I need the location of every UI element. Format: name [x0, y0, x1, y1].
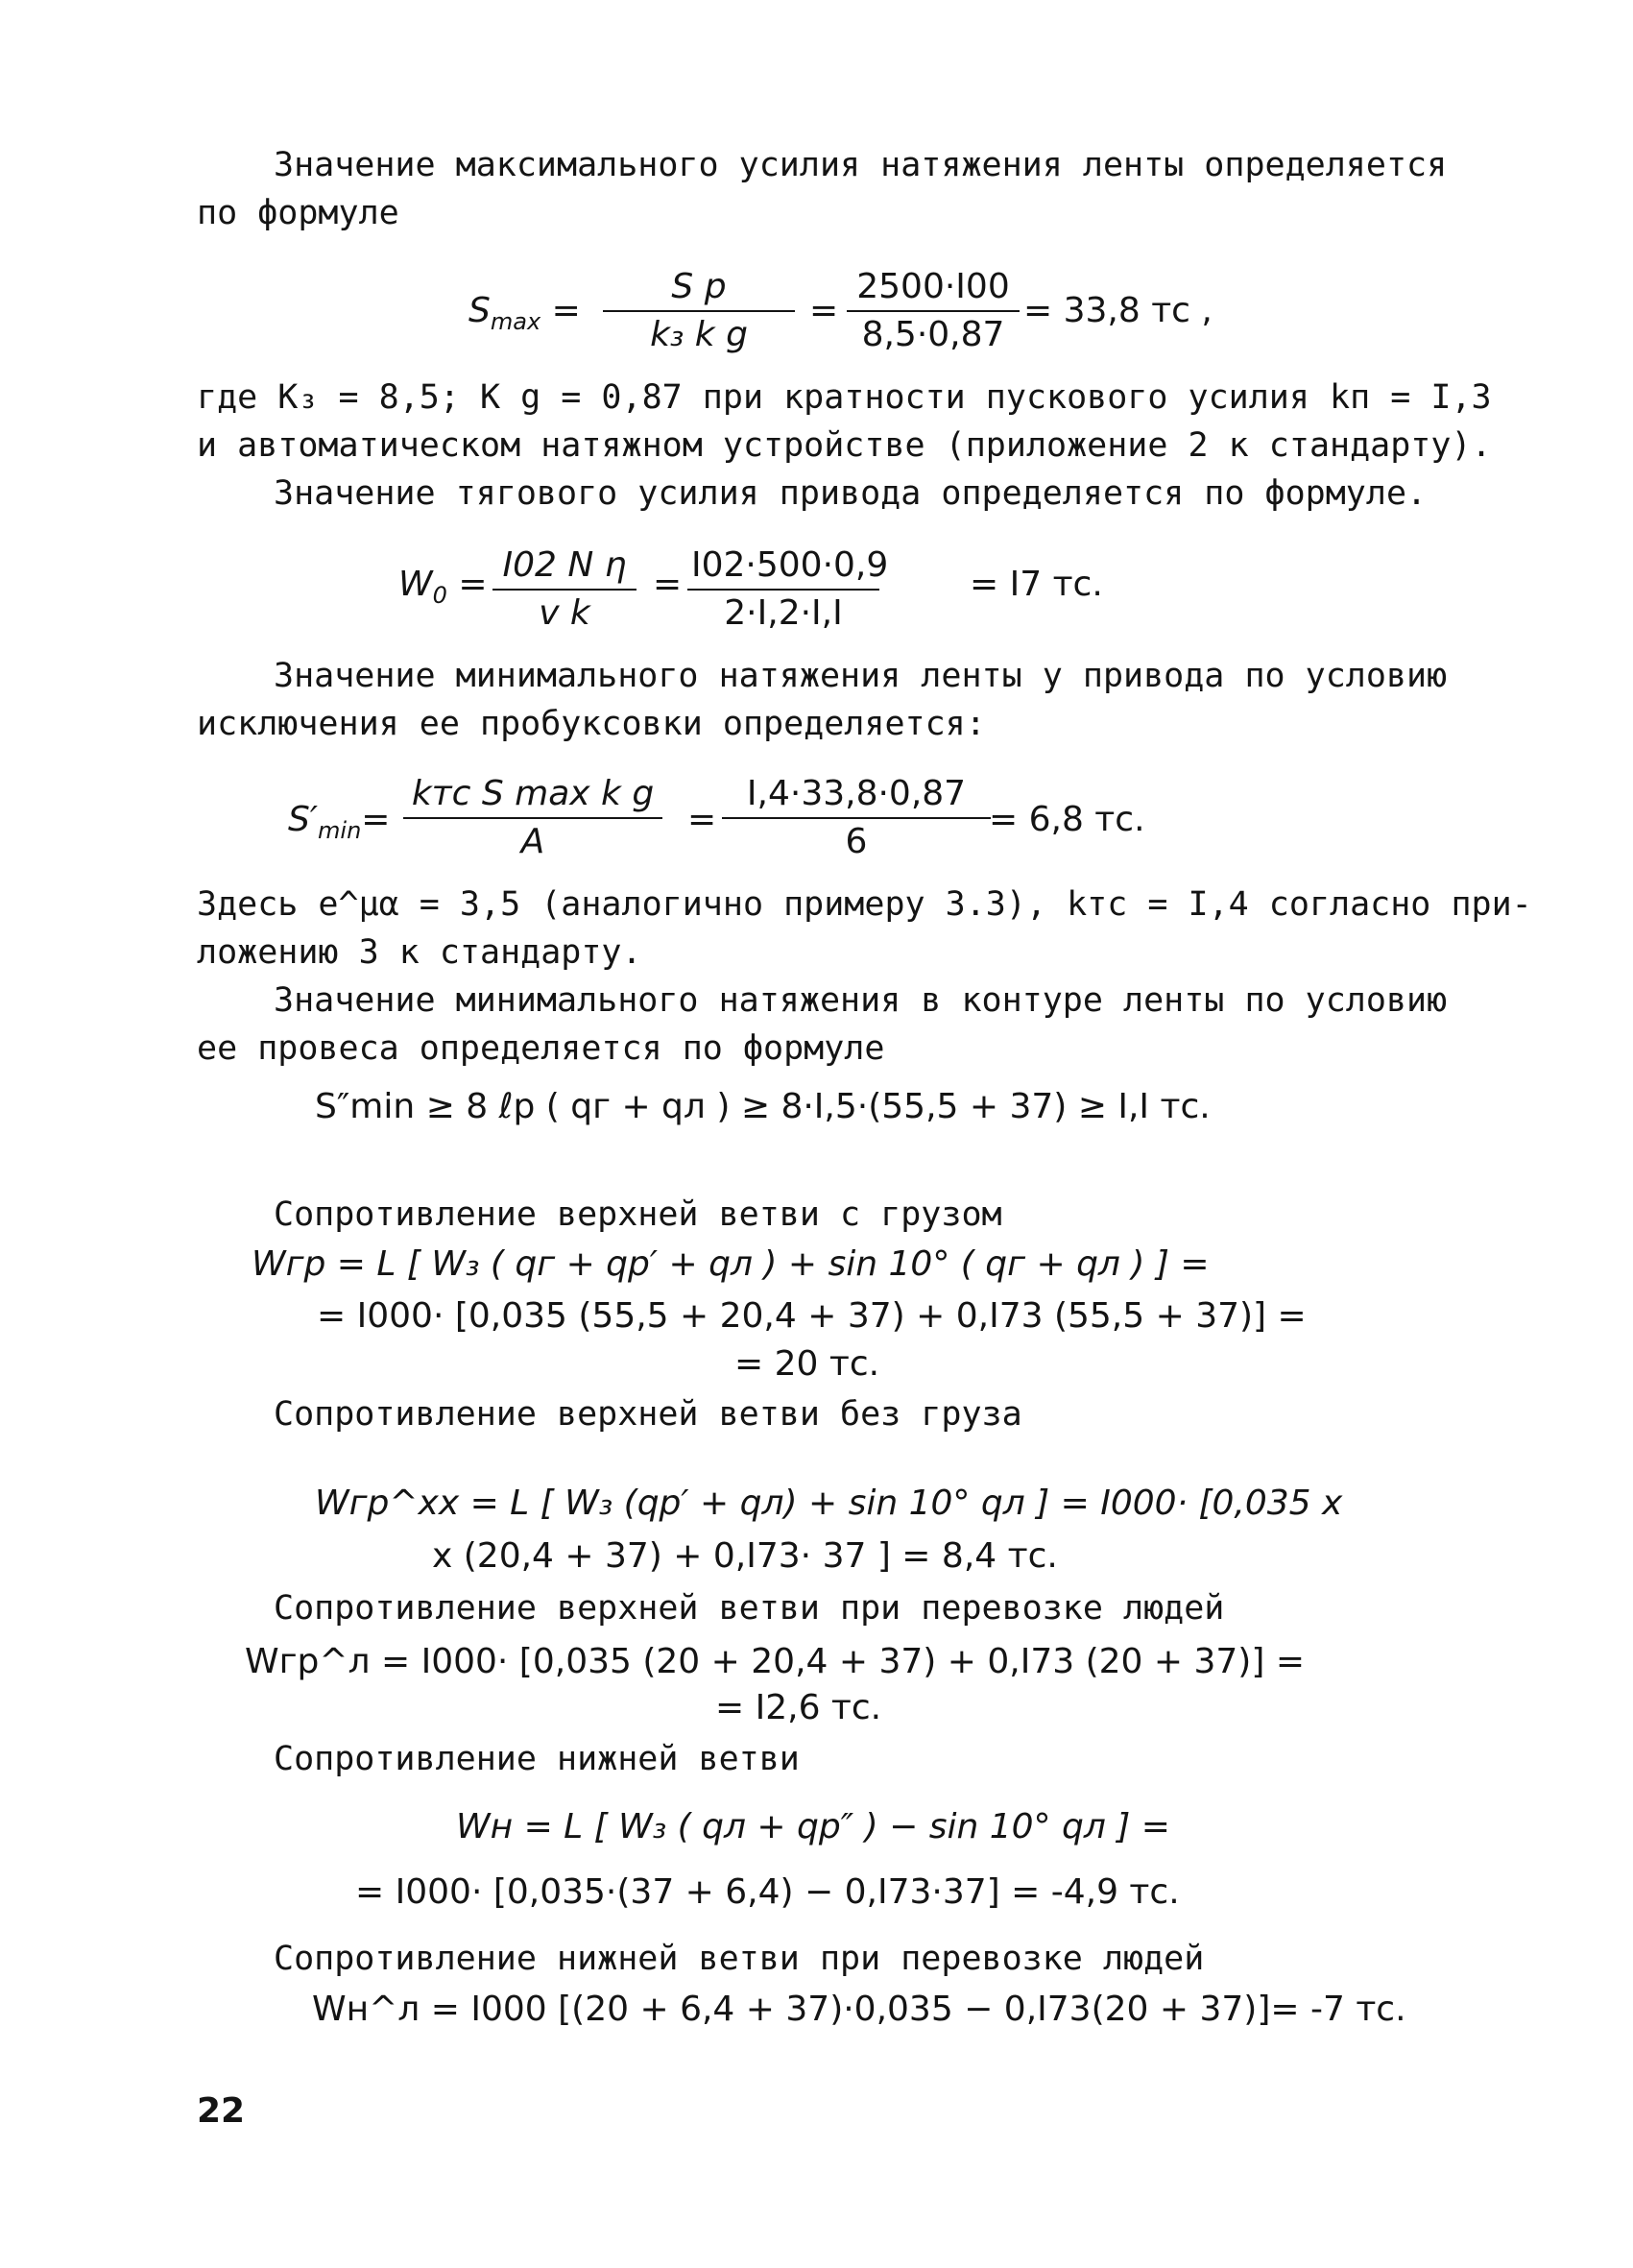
section-heading: Сопротивление верхней ветви без груза [274, 1395, 1022, 1434]
text-line: где K₃ = 8,5; K g = 0,87 при кратности пускового усилия kп = I,3 [197, 378, 1492, 417]
equation-line: Wгр^xx = L [ W₃ (qр′ + qл) + sin 10° qл ] = I000· [0,035 x [315, 1484, 1343, 1523]
equation-line: = I2,6 тс. [715, 1688, 882, 1727]
equation-smin2: S″min ≥ 8 ℓp ( qг + qл ) ≥ 8·I,5·(55,5 + 37) ≥ I,I тс. [315, 1087, 1211, 1126]
text-line: исключения ее пробуксовки определяется: [197, 705, 986, 743]
fraction: $\frac{I02\cdot 500\cdot 0,9}{2\cdot I,2\cdot I,I}$ [687, 545, 879, 634]
fraction: kтс S max k g A [403, 774, 662, 862]
page-number: 22 [197, 2091, 246, 2131]
equation-result: = 6,8 тс. [989, 800, 1145, 839]
text-line: Значение максимального усилия натяжения ленты определяется [274, 146, 1448, 184]
text-line: Здесь e^μα = 3,5 (аналогично примеру 3.3), kтс = I,4 согласно при- [197, 885, 1532, 924]
equation-line: Wгр = L [ W₃ ( qг + qр′ + qл ) + sin 10° ( qг + qл ) ] = [252, 1244, 1210, 1284]
text-line: по формуле [197, 194, 399, 232]
equation-line: = 20 тс. [734, 1344, 880, 1384]
equation-lhs: $S'_{min}=$ [288, 800, 391, 845]
equation-result: = I7 тс. [970, 565, 1103, 604]
equation-line: Wн^л = I000 [(20 + 6,4 + 37)·0,035 − 0,I73(20 + 37)]= -7 тс. [312, 1990, 1406, 2029]
text-line: Значение минимального натяжения в контуре ленты по условию [274, 981, 1448, 1020]
equation-line: Wгр^л = I000· [0,035 (20 + 20,4 + 37) + 0,I73 (20 + 37)] = [245, 1642, 1305, 1681]
text-line: ложению 3 к стандарту. [197, 933, 642, 972]
fraction: $\frac{I,4\cdot 33,8\cdot 0,87}{6}$ [722, 774, 991, 862]
equation-line: x (20,4 + 37) + 0,I73· 37 ] = 8,4 тс. [432, 1536, 1058, 1576]
equation-lhs: $S_{max}$ = [468, 291, 581, 336]
text-line: и автоматическом натяжном устройстве (приложение 2 к стандарту). [197, 426, 1492, 465]
section-heading: Сопротивление верхней ветви с грузом [274, 1195, 1002, 1234]
equation-line: Wн = L [ W₃ ( qл + qр″ ) − sin 10° qл ] = [456, 1807, 1170, 1846]
section-heading: Сопротивление нижней ветви [274, 1740, 800, 1778]
text-line: Значение тягового усилия привода определяется по формуле. [274, 474, 1428, 513]
fraction: $\frac{\text{I02 N η}}{\text{v k}}$ [492, 545, 636, 634]
section-heading: Сопротивление верхней ветви при перевозке людей [274, 1589, 1225, 1628]
equation-line: = I000· [0,035·(37 + 6,4) − 0,I73·37] = -4,9 тс. [355, 1872, 1180, 1912]
fraction: $\frac{\text{S p}}{\text{k₃ k g}}$ [603, 267, 795, 355]
equation-lhs: $W_0$ = [398, 565, 488, 610]
text-line: Значение минимального натяжения ленты у привода по условию [274, 657, 1448, 695]
fraction: $\frac{2500\cdot I00}{8,5\cdot 0,87}$ [847, 267, 1020, 355]
equation-line: = I000· [0,035 (55,5 + 20,4 + 37) + 0,I73 (55,5 + 37)] = [317, 1296, 1307, 1336]
equation-result: = 33,8 тс , [1023, 291, 1213, 330]
section-heading: Сопротивление нижней ветви при перевозке людей [274, 1940, 1205, 1978]
text-line: ее провеса определяется по формуле [197, 1029, 885, 1068]
